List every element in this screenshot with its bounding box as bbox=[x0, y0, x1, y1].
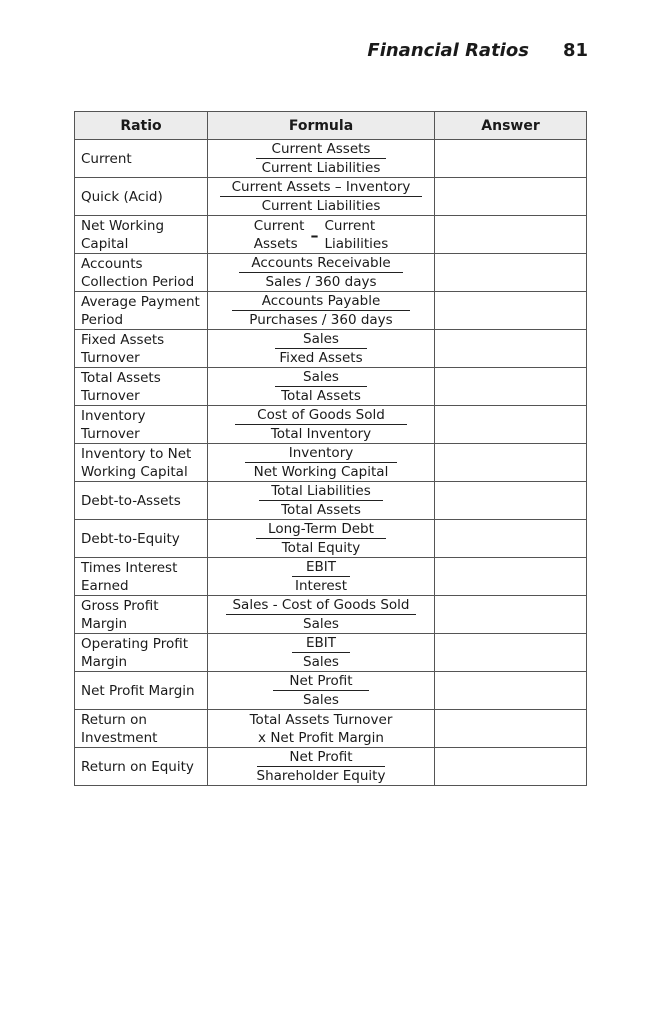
denominator: Sales bbox=[303, 615, 339, 632]
ratio-label: Return on Equity bbox=[81, 758, 194, 775]
ratio-label-line1: Accounts bbox=[81, 255, 143, 272]
denominator: Net Working Capital bbox=[253, 463, 389, 480]
table-row bbox=[75, 330, 587, 368]
ratio-label-line2: Turnover bbox=[81, 425, 140, 442]
fraction bbox=[292, 635, 350, 671]
answer-cell[interactable] bbox=[435, 520, 587, 558]
table-row bbox=[75, 672, 587, 710]
ratio-label-line1: Inventory bbox=[81, 407, 146, 424]
fraction bbox=[257, 749, 386, 785]
formula bbox=[208, 140, 435, 178]
numerator: Sales bbox=[275, 331, 367, 349]
ratio-name bbox=[75, 292, 208, 330]
ratio-name bbox=[75, 444, 208, 482]
ratio-label: Current bbox=[81, 150, 132, 167]
ratio-label: Quick (Acid) bbox=[81, 188, 163, 205]
answer-cell[interactable] bbox=[435, 596, 587, 634]
fraction bbox=[292, 559, 350, 595]
answer-cell[interactable] bbox=[435, 140, 587, 178]
table-row bbox=[75, 178, 587, 216]
fraction bbox=[226, 597, 415, 633]
ratio-name bbox=[75, 406, 208, 444]
denominator: Sales bbox=[303, 653, 339, 670]
answer-cell[interactable] bbox=[435, 216, 587, 254]
ratio-label-line1: Total Assets bbox=[81, 369, 161, 386]
ratio-name bbox=[75, 634, 208, 672]
page-number: 81 bbox=[562, 40, 588, 61]
numerator: Current Assets – Inventory bbox=[220, 179, 423, 197]
denominator: Shareholder Equity bbox=[256, 767, 386, 784]
answer-cell[interactable] bbox=[435, 444, 587, 482]
ratio-label-line2: Period bbox=[81, 311, 124, 328]
numerator: Accounts Receivable bbox=[239, 255, 402, 273]
table-row bbox=[75, 596, 587, 634]
ratio-name bbox=[75, 254, 208, 292]
denominator: Total Equity bbox=[281, 539, 361, 556]
numerator: Net Profit bbox=[257, 749, 386, 767]
ratio-label: Debt-to-Assets bbox=[81, 492, 181, 509]
left-term-bottom: Assets bbox=[253, 235, 298, 252]
ratio-name bbox=[75, 178, 208, 216]
answer-cell[interactable] bbox=[435, 558, 587, 596]
numerator: Sales - Cost of Goods Sold bbox=[226, 597, 415, 615]
ratio-name bbox=[75, 672, 208, 710]
ratio-label-line2: Margin bbox=[81, 653, 128, 670]
ratio-label-line1: Inventory to Net bbox=[81, 445, 192, 462]
numerator: Long-Term Debt bbox=[256, 521, 386, 539]
ratio-name bbox=[75, 330, 208, 368]
numerator: Current Assets bbox=[256, 141, 387, 159]
numerator: Inventory bbox=[245, 445, 397, 463]
formula bbox=[208, 596, 435, 634]
table-row bbox=[75, 140, 587, 178]
product-formula bbox=[250, 711, 393, 747]
ratio-label-line2: Turnover bbox=[81, 349, 140, 366]
answer-cell[interactable] bbox=[435, 710, 587, 748]
formula bbox=[208, 292, 435, 330]
running-head bbox=[367, 40, 588, 61]
numerator: Sales bbox=[275, 369, 367, 387]
formula bbox=[208, 672, 435, 710]
numerator: EBIT bbox=[292, 635, 350, 653]
denominator: Current Liabilities bbox=[261, 197, 381, 214]
answer-cell[interactable] bbox=[435, 330, 587, 368]
ratio-name bbox=[75, 140, 208, 178]
fraction bbox=[239, 255, 402, 291]
numerator: Total Liabilities bbox=[259, 483, 383, 501]
formula bbox=[208, 330, 435, 368]
ratio-label: Net Profit Margin bbox=[81, 682, 195, 699]
left-term-top: Current bbox=[253, 217, 305, 234]
ratio-label-line2: Turnover bbox=[81, 387, 140, 404]
denominator: Current Liabilities bbox=[261, 159, 381, 176]
fraction bbox=[259, 483, 383, 519]
numerator: Net Profit bbox=[273, 673, 368, 691]
ratio-label-line1: Return on bbox=[81, 711, 147, 728]
formula bbox=[208, 254, 435, 292]
formula bbox=[208, 482, 435, 520]
fraction bbox=[256, 521, 386, 557]
minus-operator: – bbox=[310, 225, 319, 245]
right-term-bottom: Liabilities bbox=[324, 235, 389, 252]
financial-ratios-table bbox=[74, 111, 587, 786]
table-row bbox=[75, 254, 587, 292]
table-row bbox=[75, 216, 587, 254]
answer-cell[interactable] bbox=[435, 406, 587, 444]
ratio-name bbox=[75, 216, 208, 254]
formula bbox=[208, 558, 435, 596]
ratio-label: Debt-to-Equity bbox=[81, 530, 180, 547]
formula bbox=[208, 520, 435, 558]
chapter-title: Financial Ratios bbox=[367, 40, 529, 61]
fraction bbox=[220, 179, 423, 215]
answer-cell[interactable] bbox=[435, 254, 587, 292]
denominator: Sales / 360 days bbox=[265, 273, 377, 290]
column-header-ratio: Ratio bbox=[75, 112, 208, 140]
table-row bbox=[75, 558, 587, 596]
fraction bbox=[235, 407, 407, 443]
ratio-name bbox=[75, 748, 208, 786]
ratio-label-line2: Investment bbox=[81, 729, 158, 746]
ratio-label-line2: Working Capital bbox=[81, 463, 188, 480]
denominator: Purchases / 360 days bbox=[249, 311, 393, 328]
ratio-name bbox=[75, 710, 208, 748]
numerator: Accounts Payable bbox=[232, 293, 411, 311]
table-row bbox=[75, 634, 587, 672]
formula bbox=[208, 368, 435, 406]
ratio-label-line1: Times Interest bbox=[81, 559, 178, 576]
formula-line1: Total Assets Turnover bbox=[249, 711, 393, 728]
formula bbox=[208, 444, 435, 482]
ratio-name bbox=[75, 558, 208, 596]
ratio-label-line2: Capital bbox=[81, 235, 129, 252]
table-row bbox=[75, 292, 587, 330]
table-row bbox=[75, 748, 587, 786]
table-row bbox=[75, 444, 587, 482]
answer-cell[interactable] bbox=[435, 634, 587, 672]
ratio-label-line1: Average Payment bbox=[81, 293, 200, 310]
formula-line2: x Net Profit Margin bbox=[258, 729, 384, 746]
column-header-formula: Formula bbox=[208, 112, 435, 140]
fraction bbox=[256, 141, 387, 177]
denominator: Fixed Assets bbox=[279, 349, 363, 366]
difference-formula bbox=[254, 217, 388, 253]
answer-cell[interactable] bbox=[435, 748, 587, 786]
table-row bbox=[75, 710, 587, 748]
fraction bbox=[232, 293, 411, 329]
ratio-label-line2: Collection Period bbox=[81, 273, 195, 290]
ratio-name bbox=[75, 368, 208, 406]
table-header-row bbox=[75, 112, 587, 140]
fraction bbox=[245, 445, 397, 481]
right-term-top: Current bbox=[324, 217, 376, 234]
ratio-label-line1: Operating Profit bbox=[81, 635, 188, 652]
formula bbox=[208, 710, 435, 748]
ratio-name bbox=[75, 482, 208, 520]
ratio-label-line1: Fixed Assets bbox=[81, 331, 165, 348]
fraction bbox=[275, 369, 367, 405]
denominator: Total Assets bbox=[281, 387, 361, 404]
ratio-label-line2: Margin bbox=[81, 615, 128, 632]
denominator: Total Assets bbox=[281, 501, 361, 518]
answer-cell[interactable] bbox=[435, 482, 587, 520]
table-row bbox=[75, 368, 587, 406]
formula bbox=[208, 216, 435, 254]
formula bbox=[208, 178, 435, 216]
table-row bbox=[75, 482, 587, 520]
ratio-label-line1: Net Working bbox=[81, 217, 165, 234]
formula bbox=[208, 634, 435, 672]
ratio-name bbox=[75, 520, 208, 558]
fraction bbox=[275, 331, 367, 367]
column-header-answer: Answer bbox=[435, 112, 587, 140]
answer-cell[interactable] bbox=[435, 292, 587, 330]
table-row bbox=[75, 406, 587, 444]
ratio-label-line2: Earned bbox=[81, 577, 129, 594]
formula bbox=[208, 748, 435, 786]
fraction bbox=[273, 673, 368, 709]
denominator: Total Inventory bbox=[270, 425, 372, 442]
answer-cell[interactable] bbox=[435, 368, 587, 406]
answer-cell[interactable] bbox=[435, 178, 587, 216]
answer-cell[interactable] bbox=[435, 672, 587, 710]
ratio-label-line1: Gross Profit bbox=[81, 597, 159, 614]
ratio-name bbox=[75, 596, 208, 634]
formula bbox=[208, 406, 435, 444]
numerator: EBIT bbox=[292, 559, 350, 577]
table-row bbox=[75, 520, 587, 558]
denominator: Interest bbox=[294, 577, 348, 594]
denominator: Sales bbox=[303, 691, 339, 708]
numerator: Cost of Goods Sold bbox=[235, 407, 407, 425]
